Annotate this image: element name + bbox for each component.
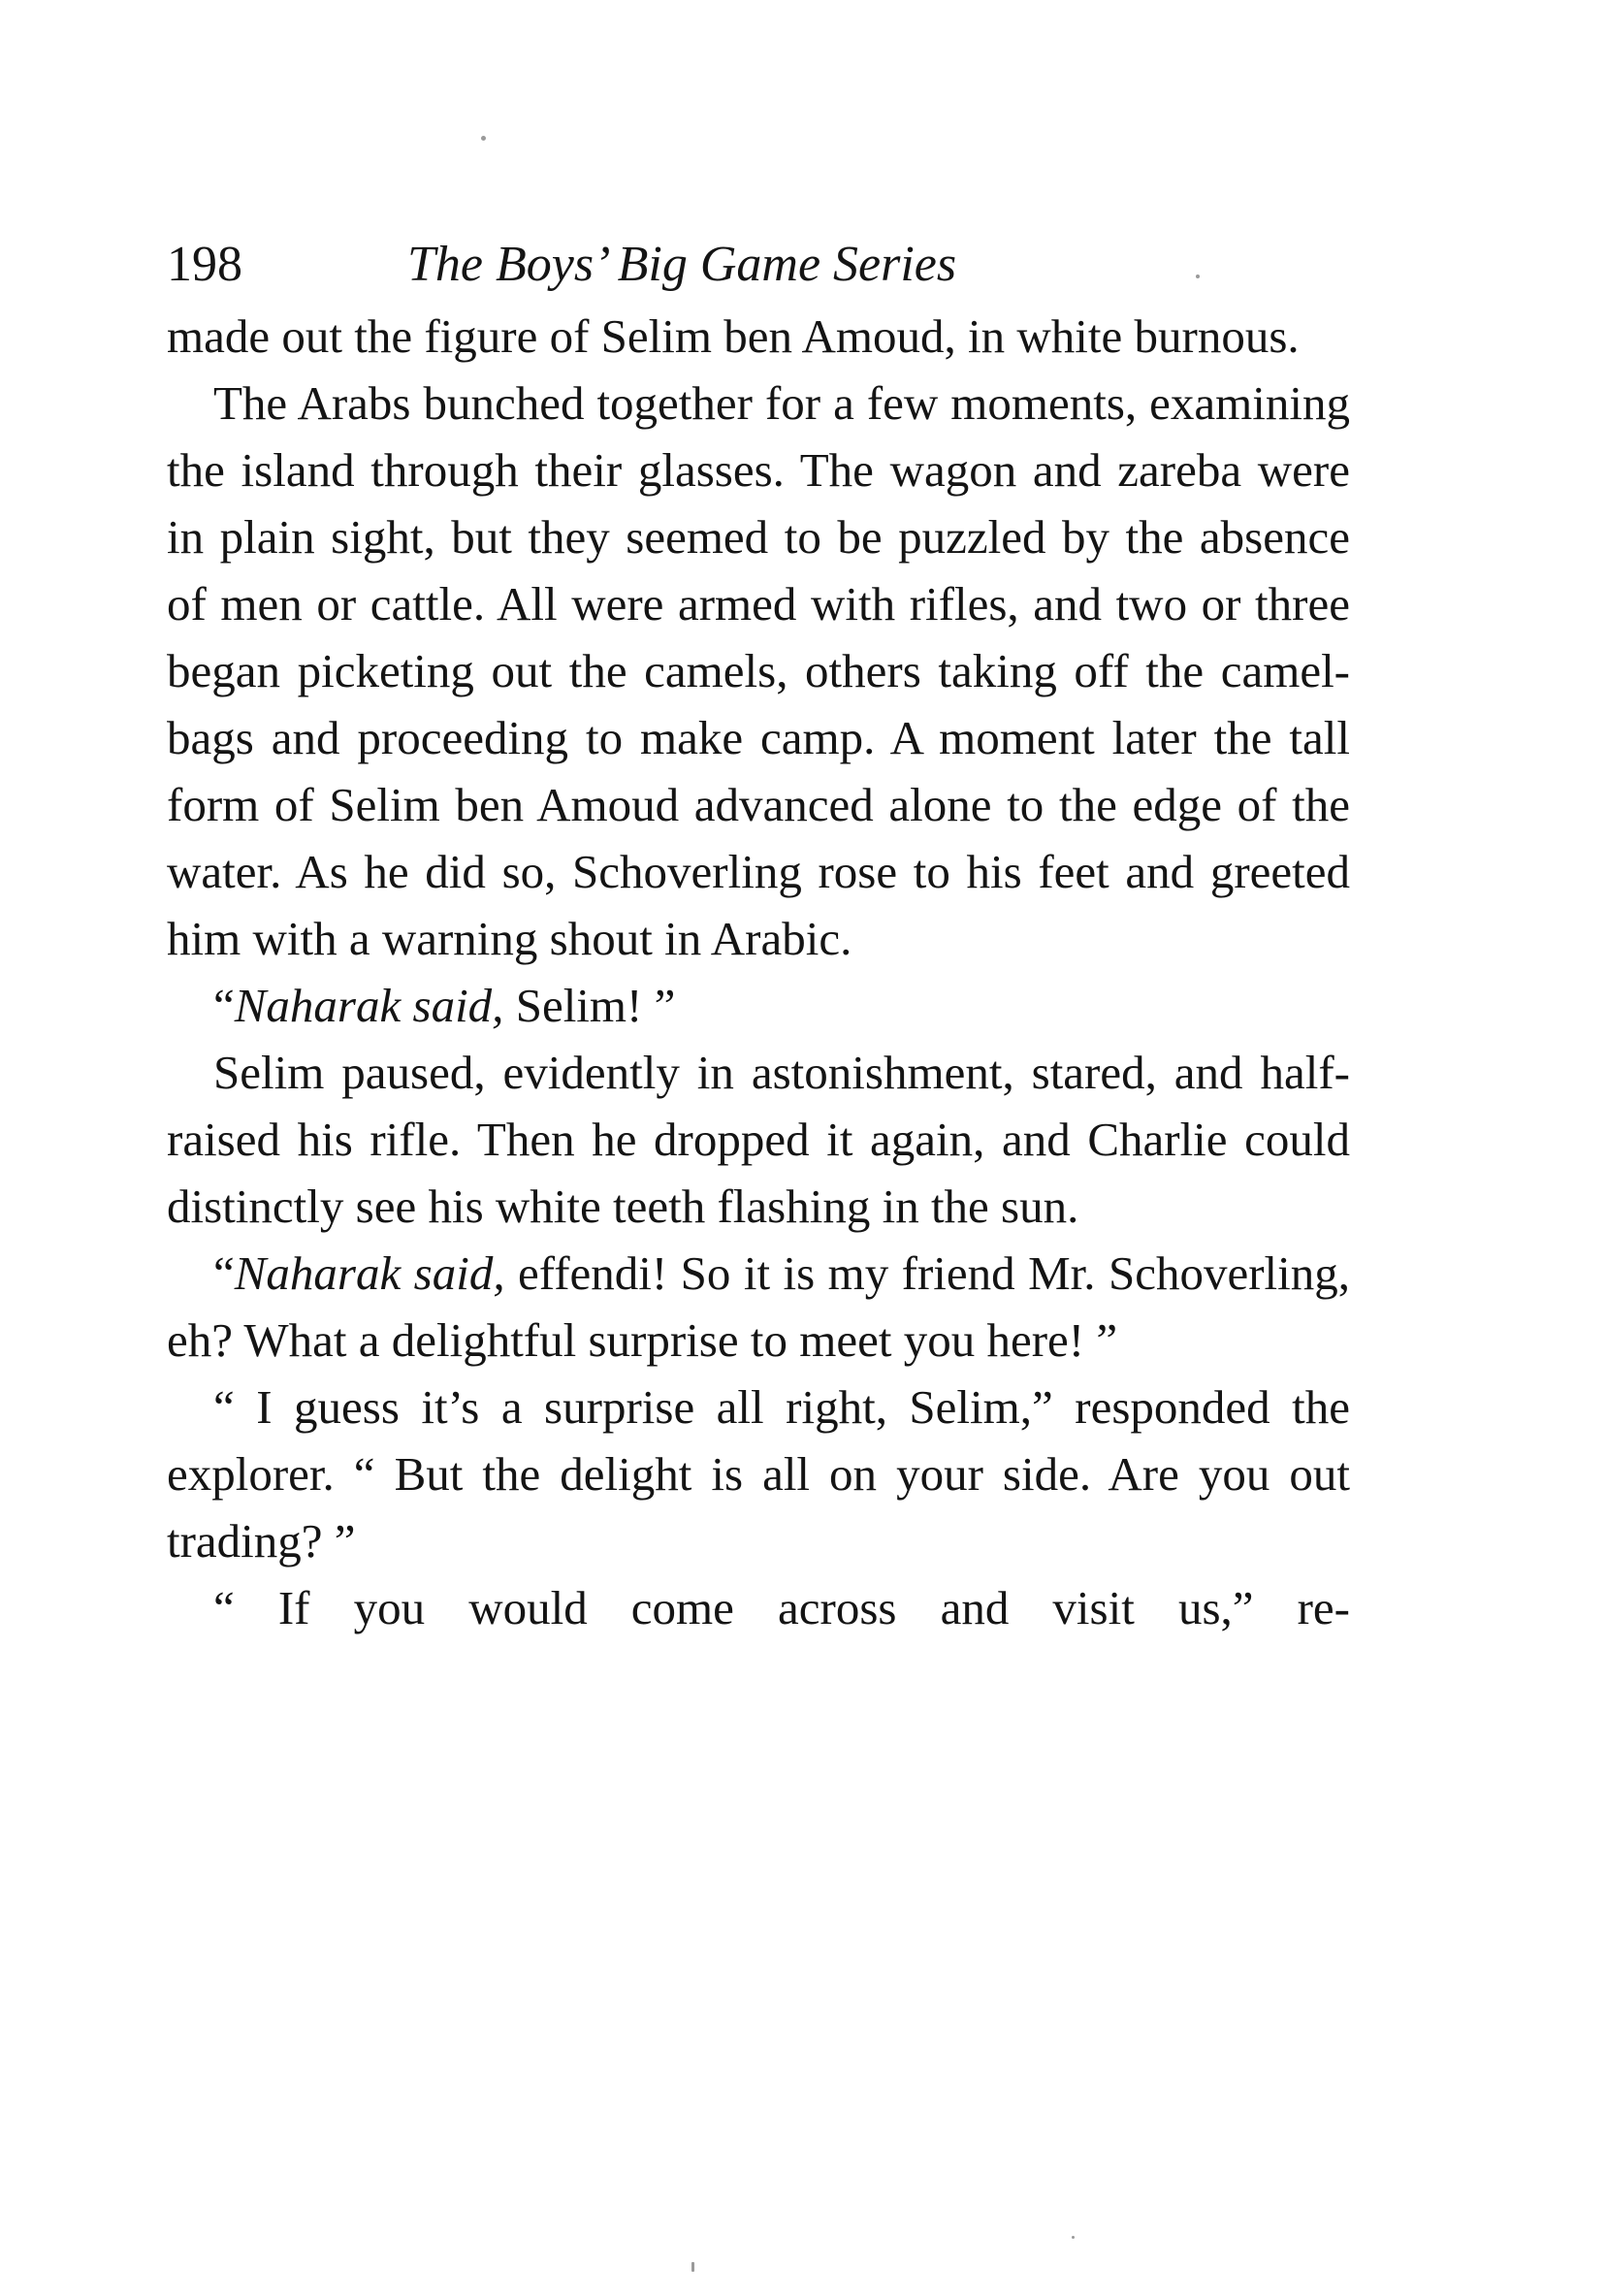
paragraph [167, 1240, 1350, 1374]
scan-speck [1072, 2236, 1075, 2239]
running-title: The Boys’ Big Game Series [407, 237, 957, 292]
scan-speck [481, 136, 486, 141]
quote-mark: “ [213, 1246, 235, 1300]
running-head [167, 231, 1350, 299]
scan-speck [691, 2262, 694, 2272]
paragraph-continued [167, 1574, 1350, 1641]
paragraph [167, 1374, 1350, 1574]
paragraph-text: The Arabs bunched together for a few moments, examining the island through their glasses. The wagon and zareba were in plain sight, but they seemed to be puzzled by the absence of men or cattle. All were armed with rifles, and two or three began picketing out the camels, others taking off the camel-bags and proceeding to make camp. A moment later the tall form of Selim ben Amoud advanced alone to the edge of the water. As he did so, Schoverling rose to his feet and greeted him with a warning shout in Arabic. [167, 376, 1350, 965]
scan-speck [1196, 275, 1200, 278]
paragraph [167, 1039, 1350, 1240]
paragraph [167, 972, 1350, 1039]
paragraph-text: made out the figure of Selim ben Amoud, in white burnous. [167, 309, 1300, 363]
body-text [167, 303, 1350, 1641]
page-number: 198 [167, 237, 242, 292]
paragraph-text: “ I guess it’s a surprise all right, Selim,” responded the explorer. “ But the delight is all on your side. Are you out trading? ” [167, 1380, 1350, 1568]
italic-greeting: Naharak said, [234, 1246, 505, 1300]
paragraph-text: “ If you would come across and visit us,” re- [213, 1581, 1350, 1634]
paragraph [167, 370, 1350, 972]
paragraph [167, 303, 1350, 370]
paragraph-text: effendi! So it is my friend Mr. Schoverling, eh? What a delightful surprise to meet you here! ” [167, 1246, 1350, 1367]
paragraph-text: Selim! ” [503, 979, 676, 1032]
quote-mark: “ [213, 979, 235, 1032]
paragraph-text: Selim paused, evidently in astonishment, stared, and half-raised his rifle. Then he dropped it again, and Charlie could distinctly see his white teeth flashing in the sun. [167, 1046, 1350, 1233]
italic-greeting: Naharak said, [234, 979, 504, 1032]
